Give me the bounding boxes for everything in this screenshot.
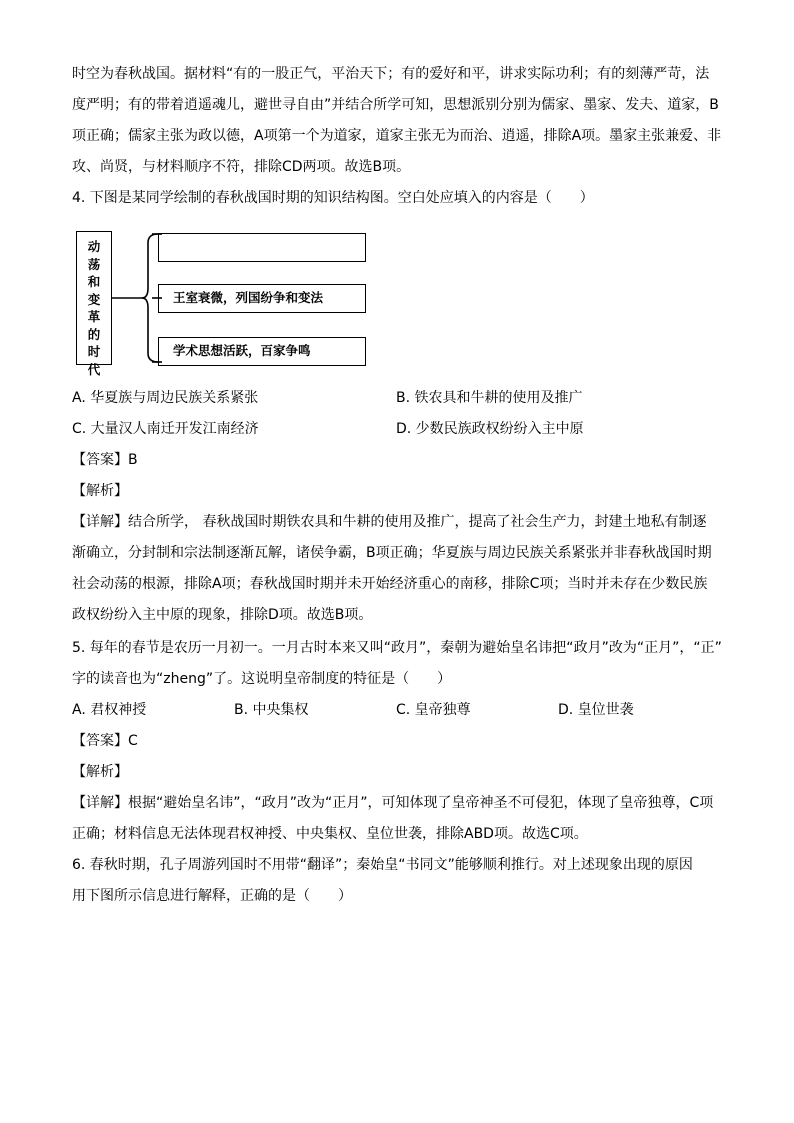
text-line: 时空为春秋战国。据材料“有的一股正气，平治天下；有的爱好和平，讲求实际功利；有的刻薄严苛，法 [72,66,710,82]
question-4-stem [72,183,724,214]
question-4-options-row-2 [72,414,724,445]
diagram-title-char: 时 [87,344,101,359]
option-b: B. 铁农具和牛耕的使用及推广 [396,390,583,406]
text-line: 6. 春秋时期，孔子周游列国时不用带“翻译”；秦始皇“书同文”能够顺利推行。对上述现象出现的原因 [72,857,693,873]
text-line: 政权纷纷入主中原的现象，排除D项。故选B项。 [72,607,373,623]
question-5-options [72,695,724,726]
text-line: 渐确立，分封制和宗法制逐渐瓦解，诸侯争霸，B项正确；华夏族与周边民族关系紧张并非春秋战国时期 [72,545,712,561]
diagram-title-char: 荡 [87,256,101,272]
diagram-title-char: 变 [87,291,101,307]
option-b: B. 中央集权 [234,702,309,718]
analysis-continuation [72,59,724,183]
question-5-answer [72,726,724,850]
analysis-label: 【解析】 [72,764,128,780]
diagram-box-2: 王室衰微，列国纷争和变法 [158,284,366,313]
text-line: 【详解】结合所学， 春秋战国时期铁农具和牛耕的使用及推广，提高了社会生产力，封建土地私有制逐 [72,514,707,530]
diagram-blank-box [158,233,366,262]
text-line: 4. 下图是某同学绘制的春秋战国时期的知识结构图。空白处应填入的内容是（ ） [72,190,594,206]
knowledge-structure-diagram [76,231,368,377]
diagram-title-char: 革 [87,309,101,324]
option-d: D. 皇位世袭 [558,702,634,718]
option-a: A. 华夏族与周边民族关系紧张 [72,390,259,406]
text-line: 5. 每年的春节是农历一月初一。一月古时本来又叫“政月”，秦朝为避始皇名讳把“政月”改为“正月”，“正” [72,640,722,656]
answer-label: 【答案】C [72,733,138,749]
text-line: 社会动荡的根源，排除A项；春秋战国时期并未开始经济重心的南移，排除C项；当时并未存在少数民族 [72,576,708,592]
text-line: 正确；材料信息无法体现君权神授、中央集权、皇位世袭，排除ABD项。故选C项。 [72,826,588,842]
diagram-title-char: 和 [87,274,101,289]
diagram-title-char: 的 [87,326,101,342]
question-4-options-row-1 [72,383,724,414]
question-5-stem [72,633,724,695]
text-line: 攻、尚贤，与材料顺序不符，排除CD两项。故选B项。 [72,159,411,175]
option-c: C. 皇帝独尊 [396,702,471,718]
text-line: 项正确；儒家主张为政以德，A项第一个为道家，道家主张无为而治、逍遥，排除A项。墨家主张兼爱、非 [72,128,722,144]
diagram-box-3: 学术思想活跃，百家争鸣 [158,337,366,366]
option-d: D. 少数民族政权纷纷入主中原 [396,421,584,437]
option-c: C. 大量汉人南迁开发江南经济 [72,421,259,437]
question-4-answer [72,445,724,631]
question-6-stem [72,850,724,912]
diagram-title-char: 代 [87,361,101,377]
text-line: 度严明；有的带着逍遥魂儿，避世寻自由”并结合所学可知，思想派别分别为儒家、墨家、发夫、道家，B [72,97,719,113]
diagram-title-char: 动 [87,239,101,254]
text-line: 字的读音也为“zheng”了。这说明皇帝制度的特征是（ ） [72,671,452,687]
answer-label: 【答案】B [72,452,138,468]
diagram-title-box [76,231,112,377]
analysis-label: 【解析】 [72,483,128,499]
diagram-brace [112,231,162,367]
text-line: 用下图所示信息进行解释，正确的是（ ） [72,888,352,904]
option-a: A. 君权神授 [72,702,147,718]
text-line: 【详解】根据“避始皇名讳”，“政月”改为“正月”，可知体现了皇帝神圣不可侵犯，体现了皇帝独尊，C项 [72,795,714,811]
